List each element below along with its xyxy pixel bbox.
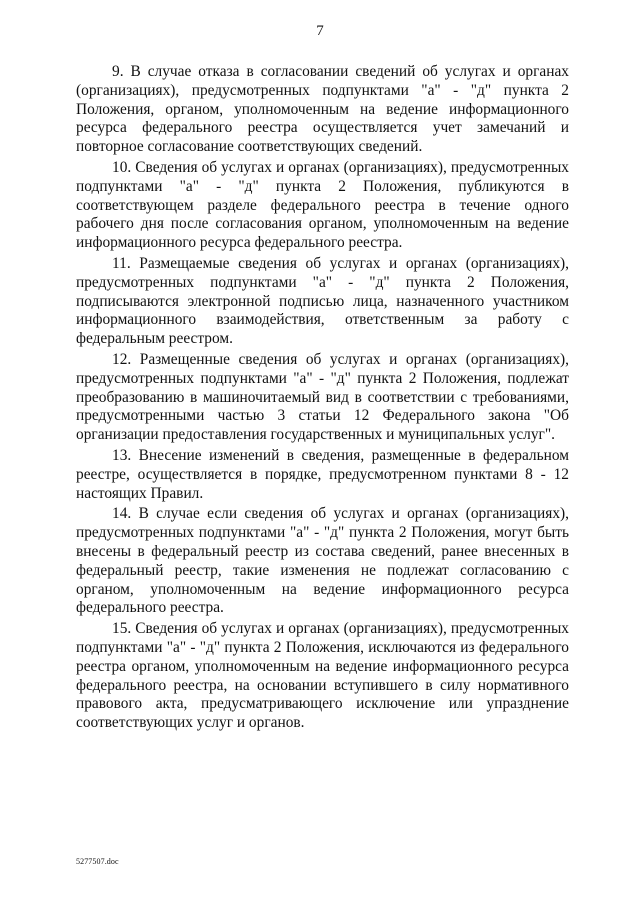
paragraph-12: 12. Размещенные сведения об услугах и органах (организациях), предусмотренных подпунктами "а" - "д" пункта 2 Положения, подлежат преобразованию в машиночитаемый вид в соответствии с требованиями, предусмотренными частью 3 статьи 12 Федерального закона "Об организации предоставления государственных и муниципальных услуг". [76,350,569,444]
paragraph-9: 9. В случае отказа в согласовании сведений об услугах и органах (организациях), предусмотренных подпунктами "а" - "д" пункта 2 Положения, органом, уполномоченным на ведение информационного ресурса федерального реестра осуществляется учет замечаний и повторное согласование соответствующих сведений. [76,63,569,156]
document-body [76,63,569,735]
paragraph-15: 15. Сведения об услугах и органах (организациях), предусмотренных подпунктами "а" - "д" пункта 2 Положения, исключаются из федерального реестра органом, уполномоченным на ведение информационного ресурса федерального реестра, на основании вступившего в силу нормативного правового акта, предусматривающего исключение или упразднение соответствующих услуг и органов. [76,620,569,732]
document-file-code: 5277507.doc [76,857,119,866]
paragraph-13: 13. Внесение изменений в сведения, размещенные в федеральном реестре, осуществляется в порядке, предусмотренном пунктами 8 - 12 настоящих Правил. [76,446,569,502]
paragraph-11: 11. Размещаемые сведения об услугах и органах (организациях), предусмотренных подпунктами "а" - "д" пункта 2 Положения, подписываются электронной подписью лица, назначенного участником информационного взаимодействия, ответственным за работу с федеральным реестром. [76,254,569,348]
paragraph-14: 14. В случае если сведения об услугах и органах (организациях), предусмотренных подпунктами "а" - "д" пункта 2 Положения, могут быть внесены в федеральный реестр из состава сведений, ранее внесенных в федеральный реестр, такие изменения не подлежат согласованию с органом, уполномоченным на ведение информационного ресурса федерального реестра. [76,505,569,617]
paragraph-10: 10. Сведения об услугах и органах (организациях), предусмотренных подпунктами "а" - "д" пункта 2 Положения, публикуются в соответствующем разделе федерального реестра в течение одного рабочего дня после согласования органом, уполномоченным на ведение информационного ресурса федерального реестра. [76,158,569,252]
page-number: 7 [316,23,324,39]
